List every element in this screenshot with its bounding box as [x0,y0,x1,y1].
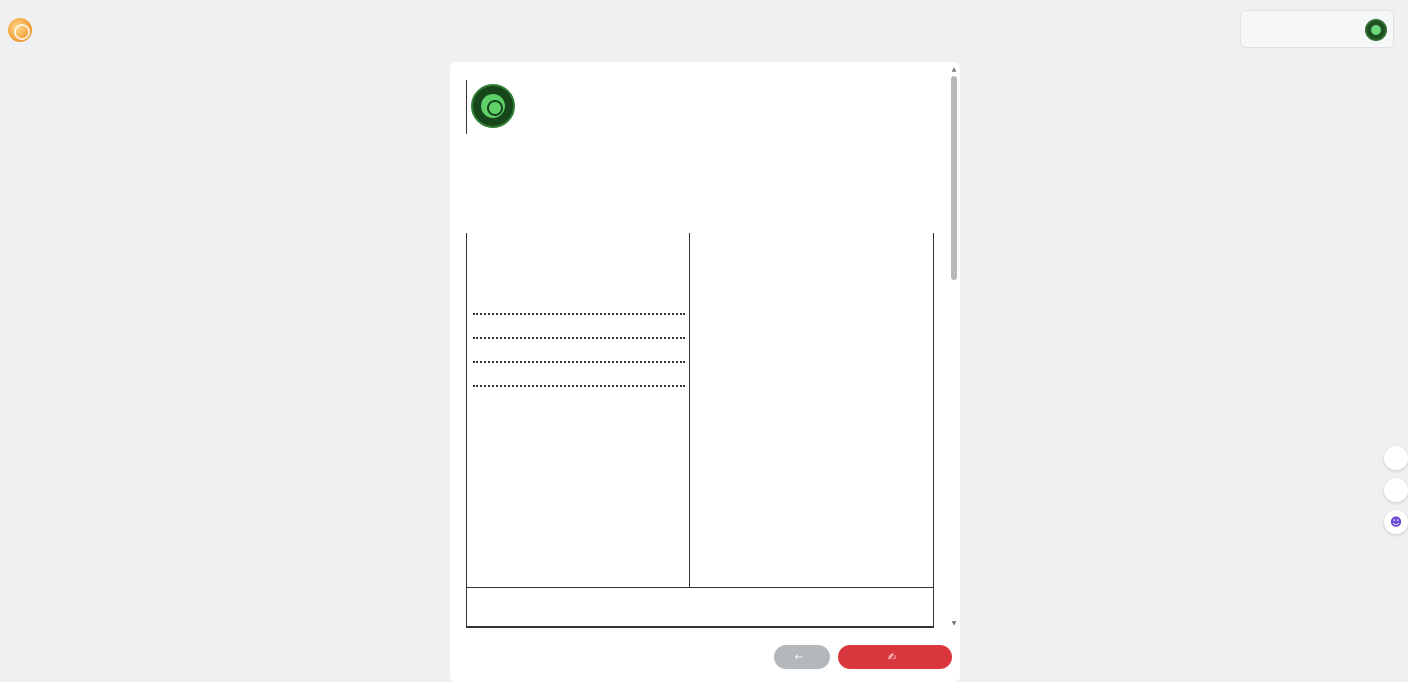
scroll-thumb[interactable] [951,76,957,280]
app-brand [8,14,40,42]
scroll-up-icon[interactable]: ▲ [951,66,957,73]
company-section [467,587,933,627]
dotted-line [473,361,685,363]
document-scroll-area[interactable] [450,62,950,632]
guest-info-grid [466,233,934,628]
side-widget-button[interactable] [1384,478,1408,502]
hotel-logo-icon [8,18,32,42]
dotted-line [473,313,685,315]
chat-bot-icon[interactable]: ☻ [1384,510,1408,534]
signature-icon: ✍ [887,651,897,663]
scroll-down-icon[interactable]: ▼ [951,620,957,627]
signature-button[interactable] [838,645,952,669]
side-widget-button[interactable] [1384,446,1408,470]
dotted-line [473,385,685,387]
card-header [466,80,934,134]
hotel-seal-icon [471,84,515,128]
arrow-left-icon: ← [794,651,804,663]
back-button[interactable] [774,645,830,669]
document-panel [450,62,960,682]
vertical-scrollbar[interactable] [950,66,958,628]
dotted-line [473,337,685,339]
guest-column [467,233,690,587]
avatar[interactable] [1365,19,1387,41]
user-menu[interactable] [1240,10,1394,48]
